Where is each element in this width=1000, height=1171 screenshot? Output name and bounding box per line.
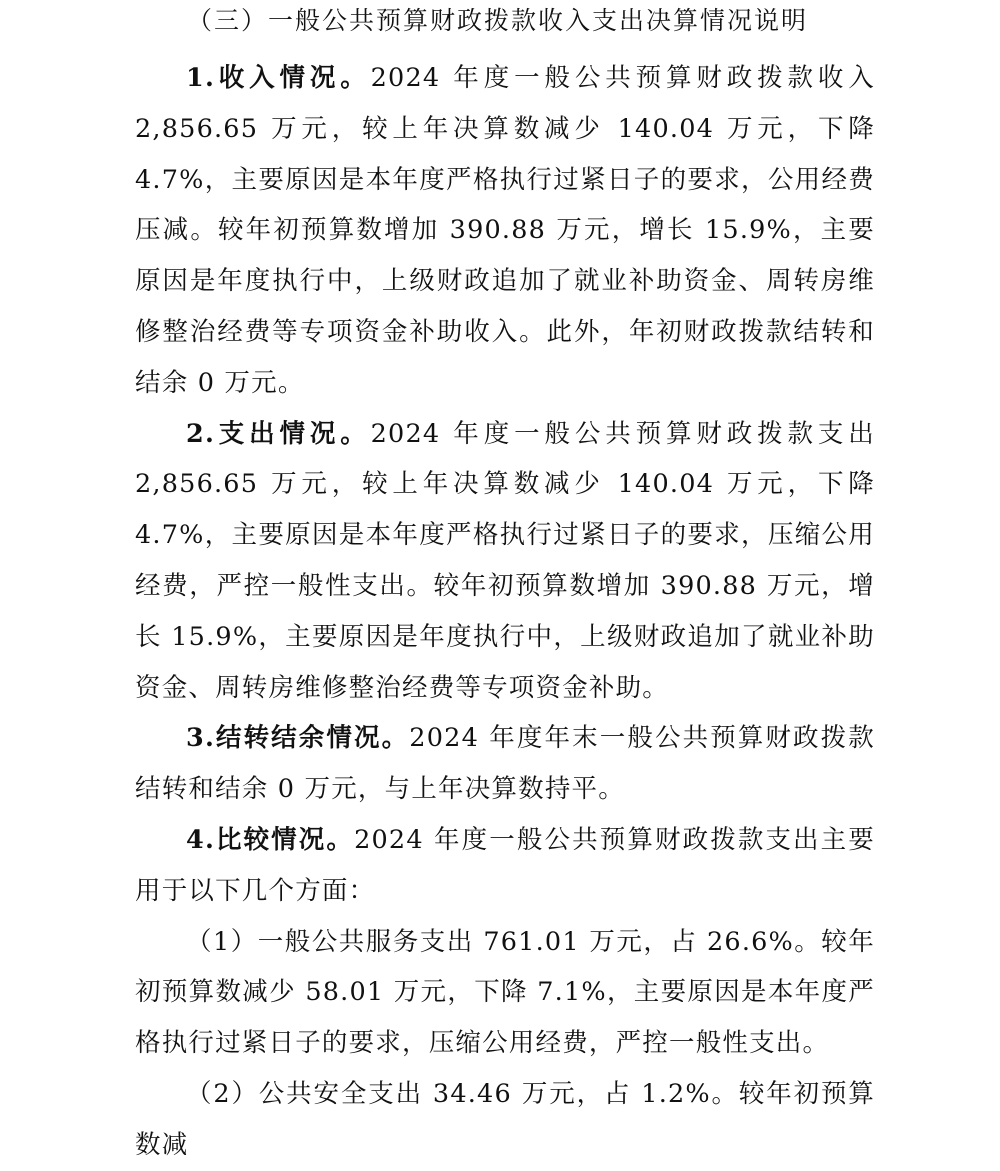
paragraph-text: 2024 年度年末一般公共预算财政拨款结转和结余 0 万元，与上年决算数持平。 xyxy=(135,723,875,805)
paragraph-carryover xyxy=(135,713,875,815)
sub-item-public-security: （2）公共安全支出 34.46 万元，占 1.2%。较年初预算数减 xyxy=(135,1078,875,1160)
paragraph-lead: 1.收入情况。 xyxy=(186,63,371,93)
paragraph-text: 2024 年度一般公共预算财政拨款支出主要用于以下几个方面： xyxy=(135,824,876,906)
paragraph-text: 2024 年度一般公共预算财政拨款收入 2,856.65 万元，较上年决算数减少 140.04 万元，下降 4.7%，主要原因是本年度严格执行过紧日子的要求，公用经费压减。较年初预算数增加 390.88 万元，增长 15.9%，主要原因是年度执行中，上级财政追加了就业补助资金、周转房维修整治经费等专项资金补助收入。此外，年初财政拨款结转和结余 0 万元。 xyxy=(135,63,875,398)
paragraph-expenditure xyxy=(135,409,875,714)
paragraph-comparison xyxy=(135,815,875,917)
paragraph-lead: 2.支出情况。 xyxy=(186,418,371,449)
section-title: （三）一般公共预算财政拨款收入支出决算情况说明 xyxy=(187,6,809,35)
paragraph-income xyxy=(135,53,875,409)
sub-item-general-public-services: （1）一般公共服务支出 761.01 万元，占 26.6%。较年初预算数减少 58.01 万元，下降 7.1%，主要原因是本年度严格执行过紧日子的要求，压缩公用经费，严控一般性支出。 xyxy=(135,926,875,1059)
paragraph-lead: 4.比较情况。 xyxy=(186,824,355,855)
paragraph-lead: 3.结转结余情况。 xyxy=(186,723,410,754)
paragraph-text: 2024 年度一般公共预算财政拨款支出 2,856.65 万元，较上年决算数减少 140.04 万元，下降 4.7%，主要原因是本年度严格执行过紧日子的要求，压缩公用经费，严控一般性支出。较年初预算数增加 390.88 万元，增长 15.9%，主要原因是年度执行中，上级财政追加了就业补助资金、周转房维修整治经费等专项资金补助。 xyxy=(135,418,875,703)
document-page xyxy=(135,0,875,1171)
